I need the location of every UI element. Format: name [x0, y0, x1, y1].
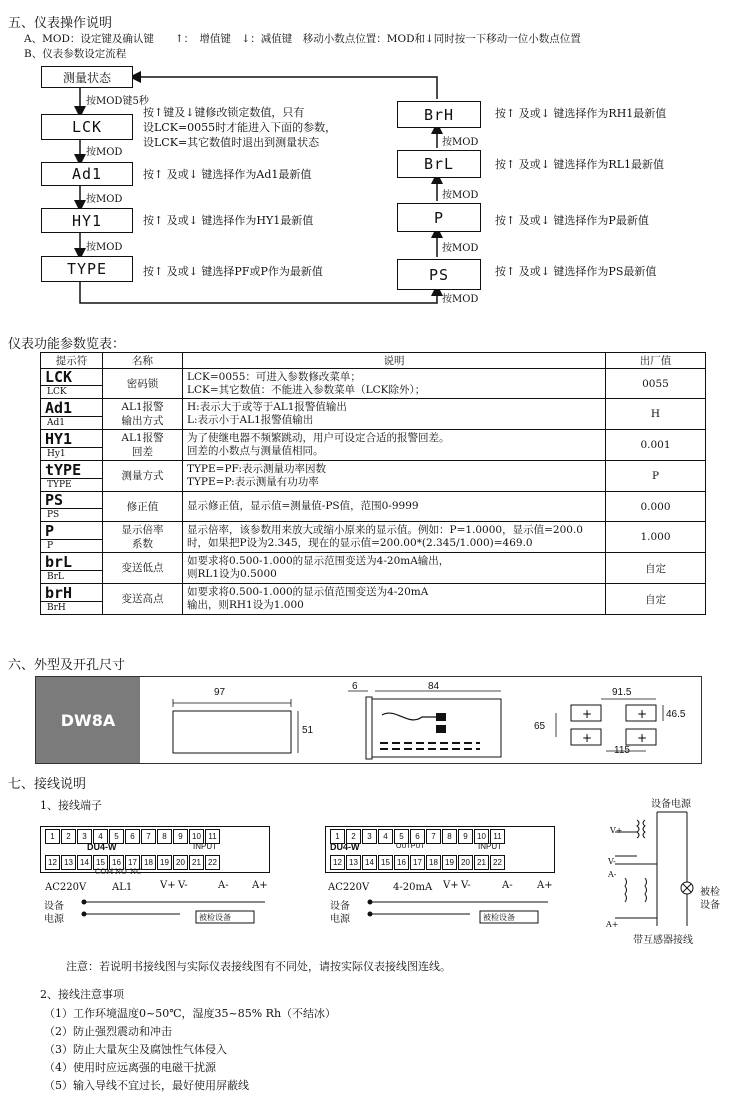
- terminal: 21: [474, 855, 489, 870]
- ma-label: 4-20mA: [393, 882, 433, 893]
- code-sub: TYPE: [47, 479, 72, 490]
- desc-line: TYPE=PF:表示测量功率因数: [187, 463, 326, 475]
- sec5-line-b: B、仪表参数设定流程: [24, 48, 127, 60]
- segment-code: P: [41, 523, 102, 540]
- flow-press-mod-4: 按MOD: [442, 137, 479, 148]
- table-row: [41, 522, 706, 553]
- code-sub: Ad1: [47, 417, 65, 428]
- default-cell: P: [606, 461, 706, 492]
- desc-line: 则RL1设为0.5000: [187, 568, 277, 580]
- desc-line: L:表示小于AL1报警值输出: [187, 414, 314, 426]
- default-cell: H: [606, 399, 706, 430]
- prompt-cell: [41, 492, 103, 522]
- name-cell: AL1报警 回差: [103, 430, 183, 461]
- terminal: 7: [426, 829, 441, 844]
- flow-lck-note-2: 设LCK=0055时才能进入下面的参数，: [143, 121, 337, 134]
- dimension-panel: [35, 676, 702, 764]
- dim-cut-915: 91.5: [612, 687, 632, 698]
- aminus-label-1: A-: [218, 880, 229, 891]
- flow-brh-box: BrH: [397, 101, 481, 128]
- dim-front-height: 51: [302, 725, 314, 736]
- prompt-cell: [41, 430, 103, 461]
- right-tested-2: 设备: [700, 900, 720, 911]
- terminal: 6: [410, 829, 425, 844]
- name-cell: AL1报警 输出方式: [103, 399, 183, 430]
- default-cell: 自定: [606, 584, 706, 615]
- aplus-label-2: A+: [537, 880, 553, 891]
- vminus-label-2: V-: [461, 880, 471, 891]
- right-vminus: V-: [608, 857, 616, 866]
- terminal: 2: [346, 829, 361, 844]
- segment-code: Ad1: [41, 400, 102, 417]
- device-power-2a: 设备: [330, 901, 350, 912]
- terminal: 16: [109, 855, 124, 870]
- terminal: 19: [442, 855, 457, 870]
- terminal-model-1: DU4-W: [87, 842, 117, 852]
- ac220v-label-2: AC220V: [328, 882, 370, 893]
- terminal: 17: [125, 855, 140, 870]
- vplus-label-1: V+: [160, 880, 176, 891]
- prompt-cell: [41, 553, 103, 584]
- table-row: [41, 461, 706, 492]
- terminal: 5: [394, 829, 409, 844]
- flow-ad1-note: 按↑ 及或↓ 键选择作为Ad1最新值: [143, 168, 312, 181]
- flow-press-mod-7: 按MOD: [442, 294, 479, 305]
- aplus-label-1: A+: [252, 880, 268, 891]
- code-sub: BrH: [47, 602, 66, 613]
- terminal-model-2: DU4-W: [330, 842, 360, 852]
- desc-line: 显示修正值，显示值=测量值-PS值，范围0-9999: [187, 500, 419, 512]
- flow-press-mod-2: 按MOD: [86, 194, 123, 205]
- terminal: 13: [61, 855, 76, 870]
- table-row: [41, 369, 706, 399]
- name-cell: 测量方式: [103, 461, 183, 492]
- header-cell: 提示符: [41, 353, 103, 369]
- terminal: 13: [346, 855, 361, 870]
- svg-text:+: +: [637, 731, 648, 745]
- flow-type-box: TYPE: [41, 256, 133, 282]
- desc-line: 如要求将0.500-1.000的显示范围变送为4-20mA输出，: [187, 555, 450, 567]
- name-cell: 变送低点: [103, 553, 183, 584]
- right-device-power: 设备电源: [651, 799, 691, 810]
- flow-p-note: 按↑ 及或↓ 键选择作为P最新值: [495, 214, 649, 227]
- segment-code: LCK: [41, 369, 102, 386]
- terminal: 4: [93, 829, 108, 844]
- relay-no: NO: [115, 868, 127, 876]
- device-power-2b: 电源: [330, 914, 350, 925]
- desc-line: LCK=其它数值：不能进入参数菜单（LCK除外）；: [187, 383, 426, 396]
- header-cell: 名称: [103, 353, 183, 369]
- terminal: 5: [109, 829, 124, 844]
- flow-ad1-box: Ad1: [41, 162, 133, 186]
- terminal-block-2: [325, 826, 555, 873]
- params-table: [40, 352, 706, 615]
- prompt-cell: [41, 369, 103, 399]
- segment-code: HY1: [41, 431, 102, 448]
- desc-line: 输出，则RH1设为1.000: [187, 599, 304, 611]
- aminus-label-2: A-: [502, 880, 513, 891]
- desc-cell: [183, 522, 606, 553]
- desc-line: 回差的小数点与测量值相同。: [187, 445, 324, 457]
- flow-brl-note: 按↑ 及或↓ 键选择作为RL1最新值: [495, 158, 665, 171]
- code-sub: PS: [47, 510, 60, 520]
- code-sub: BrL: [47, 571, 64, 582]
- dim-cut-465: 46.5: [666, 709, 686, 720]
- flow-brh-note: 按↑ 及或↓ 键选择作为RH1最新值: [495, 107, 667, 120]
- flow-press-mod-6: 按MOD: [442, 243, 479, 254]
- code-sub: LCK: [47, 387, 67, 397]
- dim-cut-65: 65: [534, 721, 546, 732]
- terminal: 15: [93, 855, 108, 870]
- vminus-label-1: V-: [178, 880, 188, 891]
- default-cell: 0.001: [606, 430, 706, 461]
- terminal: 21: [189, 855, 204, 870]
- svg-text:+: +: [637, 707, 648, 721]
- terminal: 3: [77, 829, 92, 844]
- desc-line: 为了使继电器不频繁跳动，用户可设定合适的报警回差。: [187, 432, 450, 444]
- notice-item: （4）使用时应远离强的电磁干扰源: [44, 1061, 216, 1074]
- terminal: 16: [394, 855, 409, 870]
- sec7-sub2: 2、接线注意事项: [40, 988, 124, 1001]
- table-row: [41, 492, 706, 522]
- terminal: 1: [45, 829, 60, 844]
- desc-cell: [183, 430, 606, 461]
- desc-cell: [183, 553, 606, 584]
- terminal: 10: [474, 829, 489, 844]
- al1-label: AL1: [112, 882, 133, 893]
- terminal: 9: [458, 829, 473, 844]
- right-caption: 带互感器接线: [633, 935, 693, 946]
- terminal: 22: [205, 855, 220, 870]
- sec5-title: 五、仪表操作说明: [8, 16, 113, 31]
- desc-line: TYPE=P:表示测量有功功率: [187, 476, 319, 488]
- desc-cell: [183, 369, 606, 399]
- terminal: 9: [173, 829, 188, 844]
- desc-line: 如要求将0.500-1.000的显示值范围变送为4-20mA: [187, 586, 429, 598]
- vplus-label-2: V+: [443, 880, 459, 891]
- terminal: 7: [141, 829, 156, 844]
- wiring-note: 注意：若说明书接线图与实际仪表接线图有不同处，请按实际仪表接线图连线。: [66, 960, 451, 973]
- flow-ps-box: PS: [397, 259, 481, 290]
- terminal: 8: [157, 829, 172, 844]
- flow-press-mod-3: 按MOD: [86, 242, 123, 253]
- table-row: [41, 430, 706, 461]
- flow-press-mod-1: 按MOD: [86, 147, 123, 158]
- prompt-cell: [41, 461, 103, 492]
- desc-line: LCK=0055：可进入参数修改菜单；: [187, 370, 361, 383]
- dim-cut-115: 115: [614, 745, 630, 756]
- notice-item: （2）防止强烈震动和冲击: [44, 1025, 172, 1038]
- flow-p-box: P: [397, 203, 481, 232]
- model-label: DW8A: [36, 677, 140, 763]
- device-power-1a: 设备: [44, 901, 64, 912]
- tested-device-1: 被检设备: [199, 913, 231, 922]
- prompt-cell: [41, 584, 103, 615]
- terminal: 19: [157, 855, 172, 870]
- default-cell: 0.000: [606, 492, 706, 522]
- desc-cell: [183, 492, 606, 522]
- desc-line: 时，如果把P设为2.345，现在的显示值=200.00*(2.345/1.000)=469.0: [187, 537, 533, 549]
- terminal-input-2: INPUT: [478, 842, 502, 851]
- prompt-cell: [41, 399, 103, 430]
- terminal: 11: [205, 829, 220, 844]
- sec7-title: 七、接线说明: [8, 777, 87, 792]
- default-cell: 1.000: [606, 522, 706, 553]
- flow-ps-note: 按↑ 及或↓ 键选择作为PS最新值: [495, 265, 657, 278]
- dim-front-width: 97: [214, 687, 226, 698]
- notice-item: （3）防止大量灰尘及腐蚀性气体侵入: [44, 1043, 227, 1056]
- name-cell: 显示倍率 系数: [103, 522, 183, 553]
- code-sub: Hy1: [47, 448, 66, 459]
- terminal: 18: [426, 855, 441, 870]
- terminal: 6: [125, 829, 140, 844]
- device-power-1b: 电源: [44, 914, 64, 925]
- default-cell: 自定: [606, 553, 706, 584]
- terminal-input-1: INPUT: [193, 842, 217, 851]
- terminal: 3: [362, 829, 377, 844]
- terminal: 14: [362, 855, 377, 870]
- desc-cell: [183, 461, 606, 492]
- table-row: [41, 584, 706, 615]
- terminal-block-1: [40, 826, 270, 873]
- header-cell: 出厂值: [606, 353, 706, 369]
- terminal-output-2: OUTPUT: [396, 843, 425, 850]
- terminal: 4: [378, 829, 393, 844]
- flow-type-note: 按↑ 及或↓ 键选择PF或P作为最新值: [143, 265, 323, 278]
- tested-device-2: 被检设备: [483, 913, 515, 922]
- segment-code: tYPE: [41, 462, 102, 479]
- desc-line: H:表示大于或等于AL1报警值输出: [187, 401, 347, 413]
- flow-hy1-note: 按↑ 及或↓ 键选择作为HY1最新值: [143, 214, 314, 227]
- dim-side-84: 84: [428, 681, 440, 692]
- sec7-sub1: 1、接线端子: [40, 799, 102, 812]
- terminal: 1: [330, 829, 345, 844]
- segment-code: brL: [41, 554, 102, 571]
- terminal: 15: [378, 855, 393, 870]
- terminal: 12: [330, 855, 345, 870]
- flow-press-mod-5: 按MOD: [442, 190, 479, 201]
- flow-press-mod-5s: 按MOD键5秒: [86, 96, 149, 107]
- default-cell: 0055: [606, 369, 706, 399]
- sec5-line-a: A、MOD：设定键及确认键 ↑： 增值键 ↓：减值键 移动小数点位置：MOD和↓同时按一下移动一位小数点位置: [24, 33, 581, 45]
- flow-lck-note-1: 按↑键及↓键修改锁定数值，只有: [143, 106, 305, 119]
- dim-side-6: 6: [352, 681, 358, 692]
- name-cell: 变送高点: [103, 584, 183, 615]
- terminal: 8: [442, 829, 457, 844]
- relay-nc: NC: [130, 868, 142, 876]
- right-tested-1: 被检: [700, 887, 720, 898]
- right-aminus: A-: [608, 870, 617, 879]
- flow-lck-box: LCK: [41, 114, 133, 140]
- desc-cell: [183, 584, 606, 615]
- flow-brl-box: BrL: [397, 150, 481, 178]
- flow-measure-box: 测量状态: [41, 66, 133, 88]
- terminal: 18: [141, 855, 156, 870]
- right-aplus: A+: [606, 920, 619, 929]
- terminal: 10: [189, 829, 204, 844]
- name-cell: 修正值: [103, 492, 183, 522]
- terminal: 14: [77, 855, 92, 870]
- table-title: 仪表功能参数览表：: [8, 337, 126, 352]
- right-vplus: V+: [610, 826, 623, 835]
- terminal: 11: [490, 829, 505, 844]
- relay-com: COM: [95, 868, 114, 876]
- notice-item: （1）工作环境温度0~50℃，湿度35~85% Rh（不结冰）: [44, 1007, 337, 1020]
- prompt-cell: [41, 522, 103, 553]
- terminal: 17: [410, 855, 425, 870]
- desc-cell: [183, 399, 606, 430]
- terminal: 12: [45, 855, 60, 870]
- svg-text:+: +: [582, 731, 593, 745]
- table-row: [41, 553, 706, 584]
- terminal: 20: [458, 855, 473, 870]
- notice-item: （5）输入导线不宜过长，最好使用屏蔽线: [44, 1079, 249, 1092]
- header-cell: 说明: [183, 353, 606, 369]
- table-row: [41, 399, 706, 430]
- segment-code: PS: [41, 492, 102, 509]
- sec6-title: 六、外型及开孔尺寸: [8, 658, 126, 673]
- table-header-row: [41, 353, 706, 369]
- desc-line: 显示倍率，该参数用来放大或缩小原来的显示值。例如：P=1.0000，显示值=200.0: [187, 524, 583, 536]
- ac220v-label-1: AC220V: [45, 882, 87, 893]
- segment-code: brH: [41, 585, 102, 602]
- terminal: 2: [61, 829, 76, 844]
- flow-lck-note-3: 设LCK=其它数值时退出到测量状态: [143, 136, 320, 149]
- terminal: 22: [490, 855, 505, 870]
- code-sub: P: [47, 540, 54, 551]
- svg-text:+: +: [582, 707, 593, 721]
- flow-hy1-box: HY1: [41, 208, 133, 233]
- terminal: 20: [173, 855, 188, 870]
- name-cell: 密码锁: [103, 369, 183, 399]
